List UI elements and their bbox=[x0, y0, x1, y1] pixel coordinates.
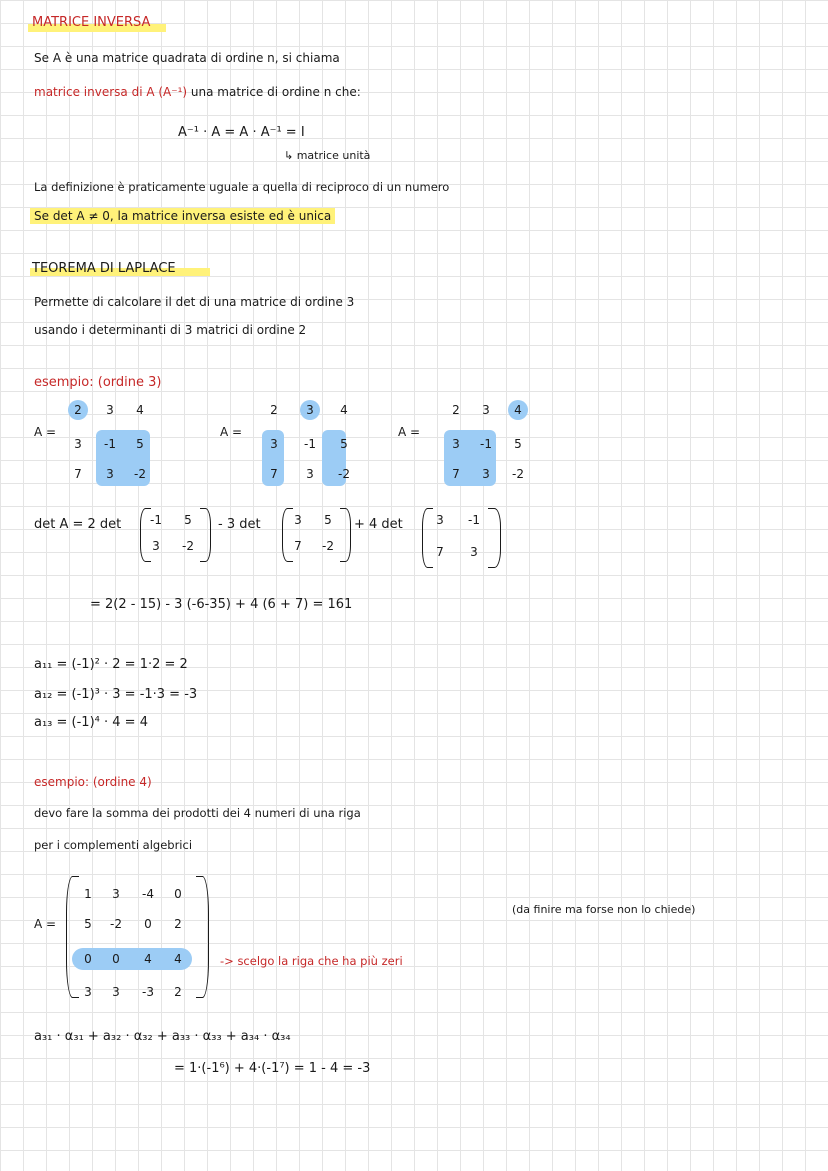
matrix4-cell: -3 bbox=[142, 985, 154, 999]
matrix1-label: A = bbox=[34, 425, 57, 439]
laplace-line2: usando i determinanti di 3 matrici di ordine 2 bbox=[34, 323, 307, 337]
det-plus4: + 4 det bbox=[354, 517, 403, 532]
matrix4-cell: 4 bbox=[174, 952, 182, 966]
matrix4-cell: 0 bbox=[112, 952, 120, 966]
example3-order: (ordine 3) bbox=[97, 375, 162, 390]
formula-note: ↳ matrice unità bbox=[284, 149, 371, 162]
matrix3-cell: 3 bbox=[452, 437, 460, 451]
minor1-cell: -2 bbox=[182, 539, 194, 553]
example3-label-text: esempio: bbox=[34, 375, 94, 390]
minor3-cell: 3 bbox=[436, 513, 444, 527]
cofactor-a11: a₁₁ = (-1)² · 2 = 1·2 = 2 bbox=[34, 657, 188, 672]
matrix4-cell: 0 bbox=[174, 887, 182, 901]
intro-line1: Se A è una matrice quadrata di ordine n, si chiama bbox=[34, 51, 340, 65]
example4-line1: devo fare la somma dei prodotti dei 4 numeri di una riga bbox=[34, 806, 361, 820]
minor1-right-paren bbox=[200, 508, 211, 562]
laplace-sum: a₃₁ · α₃₁ + a₃₂ · α₃₂ + a₃₃ · α₃₃ + a₃₄ · α₃₄ bbox=[34, 1029, 291, 1044]
minor3-cell: -1 bbox=[468, 513, 480, 527]
intro-line2 bbox=[34, 86, 361, 98]
example4-line2: per i complementi algebrici bbox=[34, 838, 193, 852]
minor2-right-paren bbox=[340, 508, 351, 562]
side-note: (da finire ma forse non lo chiede) bbox=[512, 903, 696, 916]
matrix4-cell: 3 bbox=[84, 985, 92, 999]
minor2-cell: 3 bbox=[294, 513, 302, 527]
example4-label bbox=[34, 776, 152, 788]
matrix1-cell: 2 bbox=[74, 403, 82, 417]
intro-line2-rest: una matrice di ordine n che: bbox=[190, 85, 361, 99]
page-title bbox=[32, 16, 150, 29]
matrix2-cell: 4 bbox=[340, 403, 348, 417]
matrix3-cell: 7 bbox=[452, 467, 460, 481]
det-result: = 2(2 - 15) - 3 (-6-35) + 4 (6 + 7) = 161 bbox=[90, 597, 353, 612]
intro-line4-highlight bbox=[30, 208, 335, 224]
minor1-cell: 3 bbox=[152, 539, 160, 553]
matrix3-cell: 3 bbox=[482, 403, 490, 417]
matrix4-label: A = bbox=[34, 917, 57, 931]
cofactor-a12: a₁₂ = (-1)³ · 3 = -1·3 = -3 bbox=[34, 687, 198, 702]
matrix3-label: A = bbox=[398, 425, 421, 439]
matrix4-right-paren bbox=[196, 876, 209, 998]
minor3-right-paren bbox=[488, 508, 501, 568]
matrix4-cell: 2 bbox=[174, 985, 182, 999]
example4-label-text: esempio: bbox=[34, 775, 90, 789]
minor2-cell: 7 bbox=[294, 539, 302, 553]
matrix3-cell: 4 bbox=[514, 403, 522, 417]
matrix1-cell: 3 bbox=[106, 403, 114, 417]
matrix2-cell: 2 bbox=[270, 403, 278, 417]
matrix3-cell: -2 bbox=[512, 467, 524, 481]
matrix3-cell: 5 bbox=[514, 437, 522, 451]
minor3-cell: 7 bbox=[436, 545, 444, 559]
matrix3-cell: 3 bbox=[482, 467, 490, 481]
matrix2-cell: 3 bbox=[306, 467, 314, 481]
matrix1-cell: 3 bbox=[106, 467, 114, 481]
laplace-sum-result: = 1·(-1⁶) + 4·(-1⁷) = 1 - 4 = -3 bbox=[174, 1061, 371, 1076]
matrix4-cell: 4 bbox=[144, 952, 152, 966]
matrix1-cell: 3 bbox=[74, 437, 82, 451]
matrix1-cell: 5 bbox=[136, 437, 144, 451]
matrix1-cell: -2 bbox=[134, 467, 146, 481]
matrix4-cell: 0 bbox=[144, 917, 152, 931]
matrix4-cell: 2 bbox=[174, 917, 182, 931]
page-title-text: MATRICE INVERSA bbox=[32, 15, 151, 30]
matrix4-cell: -2 bbox=[110, 917, 122, 931]
intro-line2-red: matrice inversa di A (A⁻¹) bbox=[34, 85, 188, 99]
matrix2-cell: 7 bbox=[270, 467, 278, 481]
matrix3-cell: 2 bbox=[452, 403, 460, 417]
matrix1-cell: 4 bbox=[136, 403, 144, 417]
matrix2-cell: 3 bbox=[306, 403, 314, 417]
row-choice-note: -> scelgo la riga che ha più zeri bbox=[220, 954, 403, 968]
minor3-cell: 3 bbox=[470, 545, 478, 559]
matrix3-cell: -1 bbox=[480, 437, 492, 451]
matrix2-cell: 5 bbox=[340, 437, 348, 451]
intro-line3: La definizione è praticamente uguale a quella di reciproco di un numero bbox=[34, 180, 450, 194]
example3-label bbox=[34, 376, 162, 389]
inverse-formula: A⁻¹ · A = A · A⁻¹ = I bbox=[178, 125, 305, 140]
matrix2-cell: 3 bbox=[270, 437, 278, 451]
matrix2-cell: -1 bbox=[304, 437, 316, 451]
minor2-cell: 5 bbox=[324, 513, 332, 527]
matrix4-cell: 1 bbox=[84, 887, 92, 901]
matrix1-cell: -1 bbox=[104, 437, 116, 451]
minor2-cell: -2 bbox=[322, 539, 334, 553]
matrix1-cell: 7 bbox=[74, 467, 82, 481]
det-minus3: - 3 det bbox=[218, 517, 261, 532]
laplace-title bbox=[32, 262, 176, 275]
laplace-line1: Permette di calcolare il det di una matrice di ordine 3 bbox=[34, 295, 355, 309]
laplace-title-text: TEOREMA DI LAPLACE bbox=[32, 261, 176, 276]
det-expansion-start: det A = 2 det bbox=[34, 517, 122, 532]
intro-line4: Se det A ≠ 0, la matrice inversa esiste ed è unica bbox=[34, 209, 332, 223]
matrix4-cell: -4 bbox=[142, 887, 154, 901]
minor1-cell: 5 bbox=[184, 513, 192, 527]
matrix4-cell: 5 bbox=[84, 917, 92, 931]
matrix2-label: A = bbox=[220, 425, 243, 439]
matrix4-cell: 3 bbox=[112, 985, 120, 999]
matrix4-cell: 0 bbox=[84, 952, 92, 966]
matrix4-cell: 3 bbox=[112, 887, 120, 901]
matrix2-cell: -2 bbox=[338, 467, 350, 481]
example4-order: (ordine 4) bbox=[92, 775, 152, 789]
minor1-cell: -1 bbox=[150, 513, 162, 527]
cofactor-a13: a₁₃ = (-1)⁴ · 4 = 4 bbox=[34, 715, 148, 730]
